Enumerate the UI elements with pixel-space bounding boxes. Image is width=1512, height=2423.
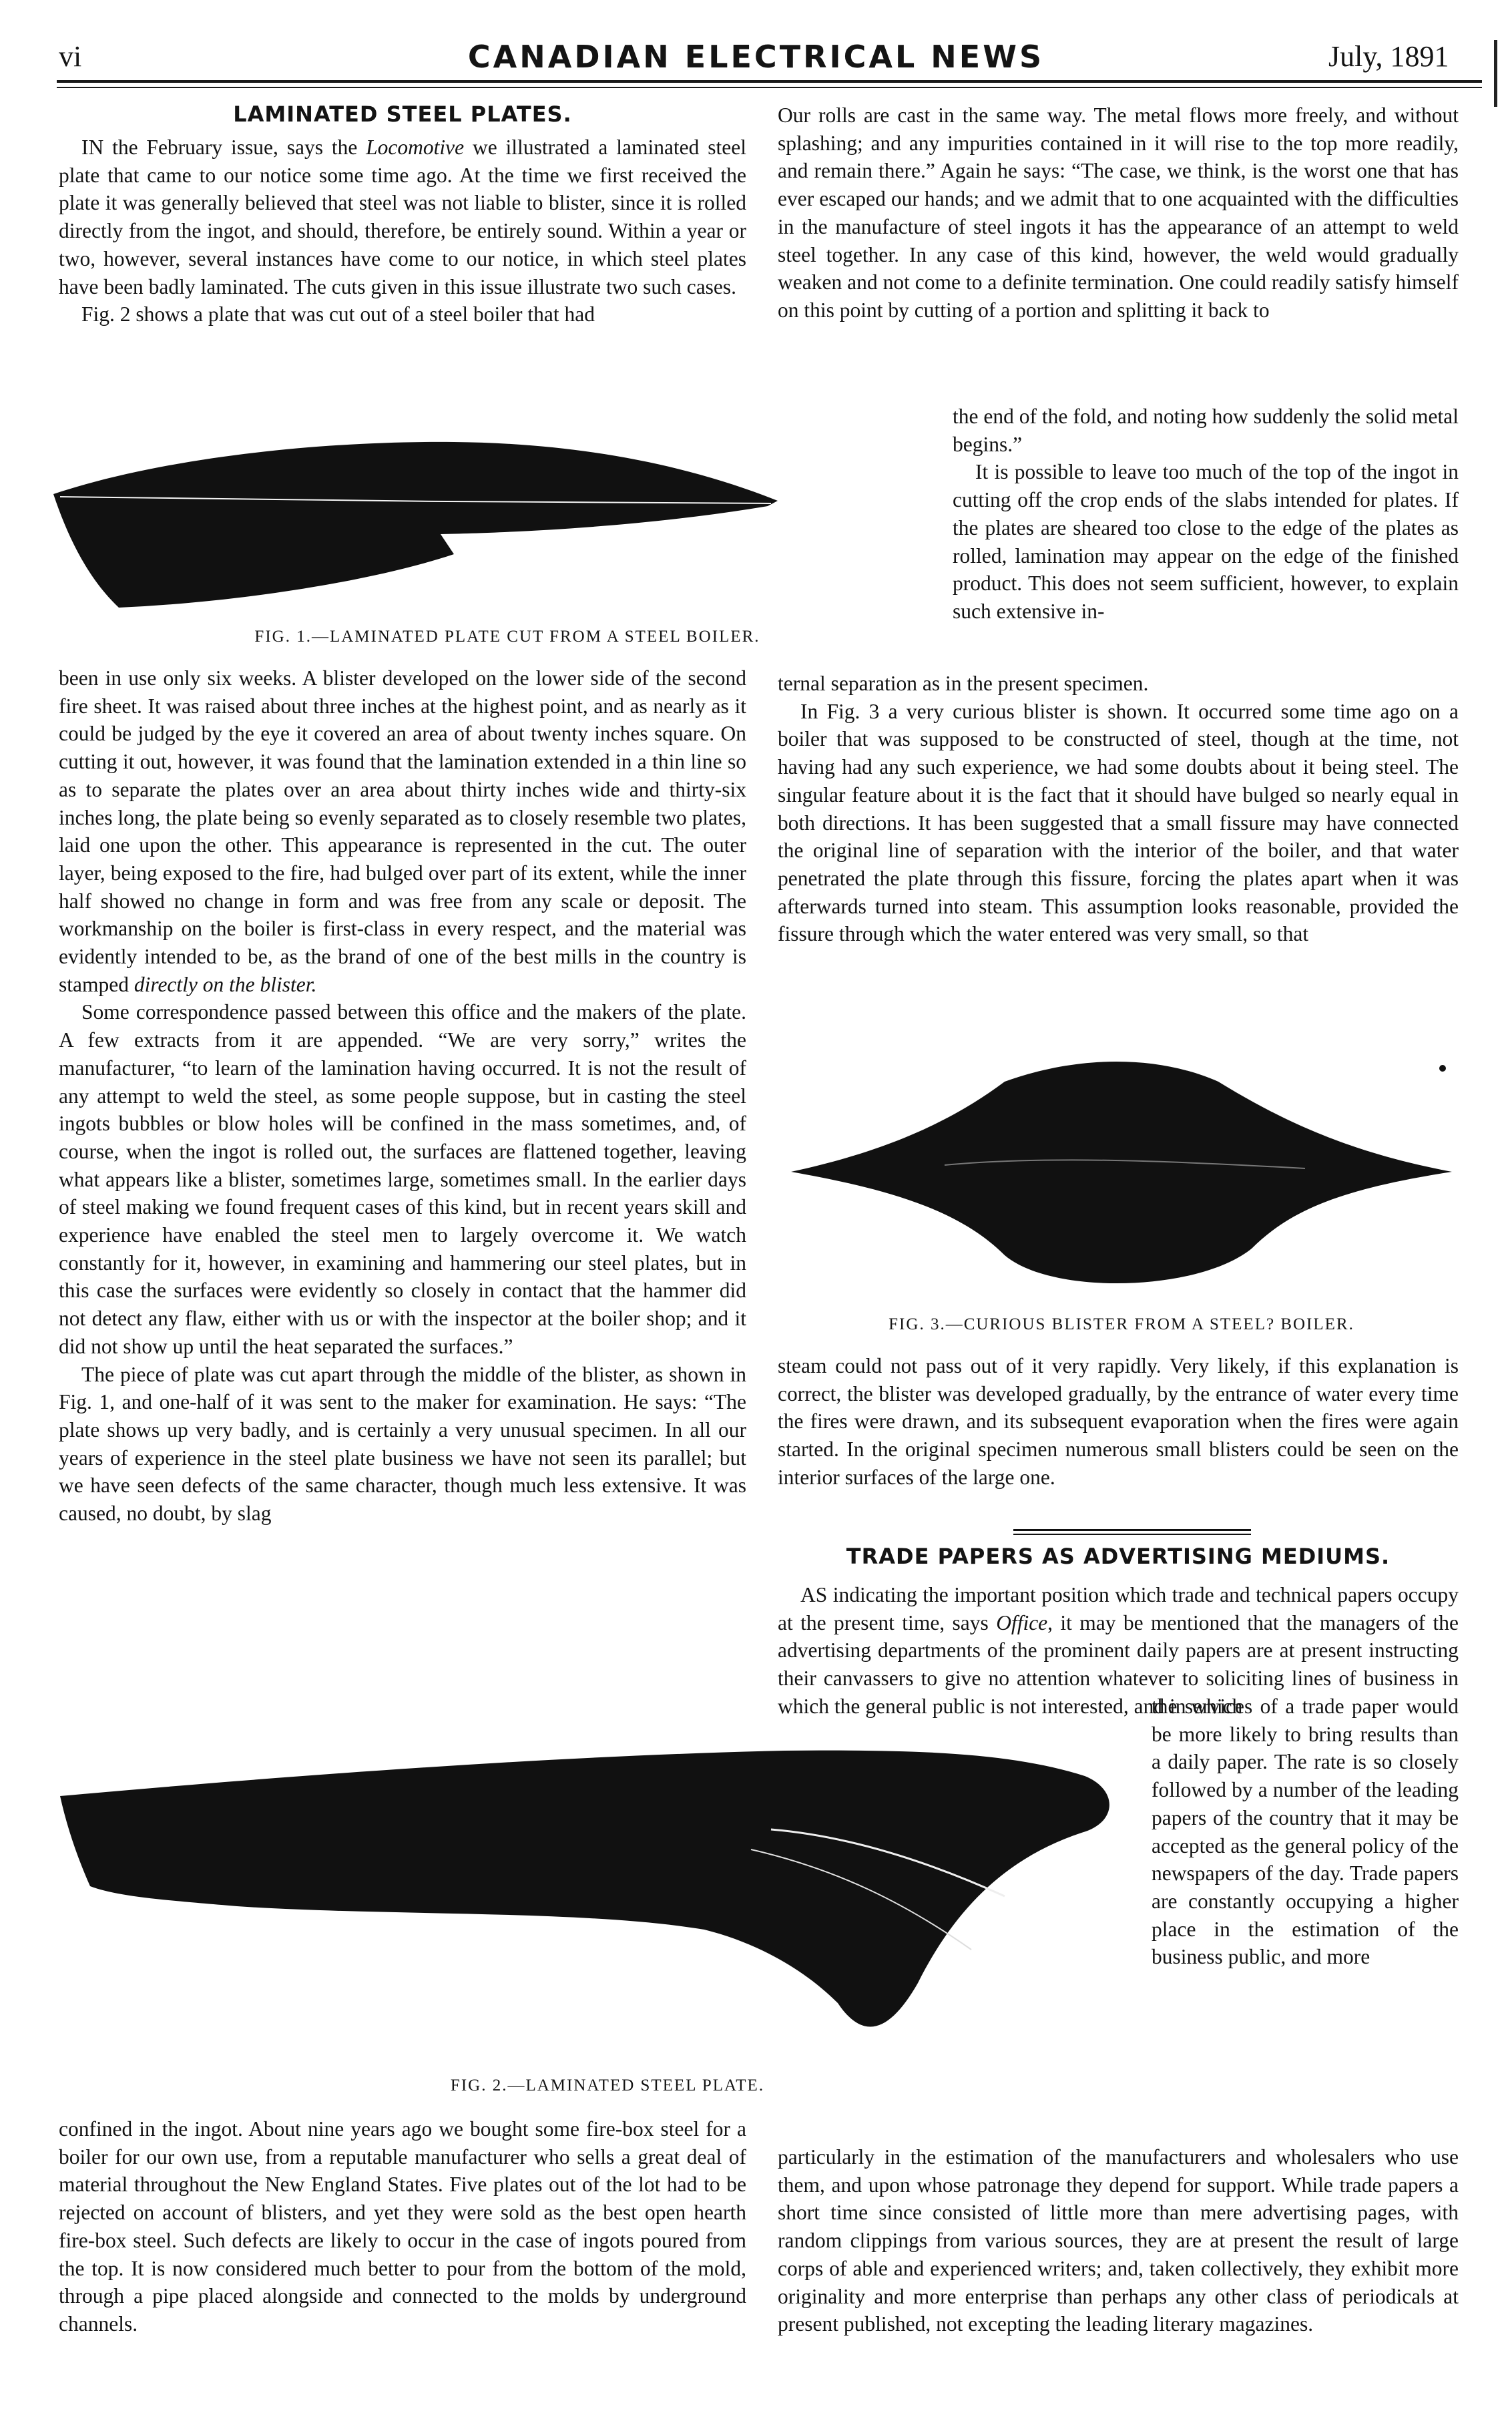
paragraph: the services of a trade paper would be more likely to bring results than a daily paper. The rate is so closely followed by a number of the leading papers of the country that it may be accepted as the general policy of the newspapers of the day. Trade papers are constantly occupying a higher place in the estimation of the business public, and more — [1152, 1695, 1459, 1969]
section-divider — [1013, 1529, 1251, 1531]
paragraph: steam could not pass out of it very rapidly. Very likely, if this explanation is correct, the blister was developed gradually, by the entrance of water every time the fires were drawn, and its subsequent evaporation when the fires were again started. In the original specimen numerous small blisters could be seen on the interior surfaces of the large one. — [778, 1354, 1459, 1489]
header-rule-thin — [57, 87, 1482, 88]
figure-3-caption: FIG. 3.—CURIOUS BLISTER FROM A STEEL? BOILER. — [889, 1315, 1354, 1333]
article-body-right-top — [778, 101, 1459, 324]
paragraph: Some correspondence passed between this office and the makers of the plate. A few extracts from it are appended. “We are very sorry,” writes the manufacturer, “to learn of the lamination having occurred. It is not the result of any attempt to weld the steel, as some people suppose, but in casting the steel ingots bubbles or blow holes will be confined in the mass sometimes, and, of course, when the ingot is rolled out, the surfaces are flattened together, leaving what appears like a blister, sometimes large, sometimes small. In the earlier days of steel making we found frequent cases of this kind, but in recent years skill and experience have enabled the steel men to largely overcome it. We watch constantly for it, however, in examining and hammering our steel plates, but in this case the surfaces were evidently so closely in contact that the hammer did not detect any flaw, either with us or with the inspector at the boiler shop; and it did not show up until the heat separated the surfaces.” — [59, 1000, 746, 1358]
figure-1-caption: FIG. 1.—LAMINATED PLATE CUT FROM A STEEL BOILER. — [254, 628, 760, 646]
article-2-text-end: , it may be mentioned that the managers of the advertising departments of the prominent daily papers are at present instructing their canvassers to give no attention whatever to soliciting lines of business in which the general public is not interested, and in which — [778, 1610, 1459, 1718]
article-title: LAMINATED STEEL PLATES. — [233, 101, 572, 127]
article-body-right-narrow — [953, 403, 1459, 626]
page-number: vi — [59, 40, 82, 73]
article-2-text-start: AS indicating the important position which trade and technical papers occupy at the present time, says — [778, 1583, 1459, 1634]
header-rule — [57, 80, 1482, 83]
article-2-title: TRADE PAPERS AS ADVERTISING MEDIUMS. — [846, 1544, 1391, 1569]
source-name: Locomotive — [366, 136, 465, 159]
figure-2-image — [50, 1729, 1158, 2063]
figure-1-image — [40, 427, 788, 614]
intro-text-end: we illustrated a laminated steel plate that came to our notice some time ago. At the time we first received the plate it was generally believed that steel was not liable to blister, since it is rolled directly from the ingot, and should, therefore, be entirely sound. Within a year or two, however, several instances have come to our notice, in which steel plates have been badly laminated. The cuts given in this issue illustrate two such cases. — [59, 136, 746, 298]
paragraph: Fig. 2 shows a plate that was cut out of a steel boiler that had — [81, 302, 595, 326]
article-2-narrow — [1152, 1693, 1459, 1971]
figure-3-image — [784, 1028, 1459, 1309]
article-body-right-end — [778, 1352, 1459, 1492]
article-body-bottom-left — [59, 2115, 746, 2338]
masthead: CANADIAN ELECTRICAL NEWS — [467, 39, 1045, 75]
paragraph: the end of the fold, and noting how suddenly the solid metal begins.” — [953, 405, 1459, 456]
intro-text-start: IN the February issue, says the — [81, 136, 366, 159]
article-body-right-mid — [778, 670, 1459, 948]
article-2-source: Office — [996, 1610, 1048, 1634]
figure-2-caption: FIG. 2.—LAMINATED STEEL PLATE. — [450, 2076, 765, 2095]
paragraph-text: been in use only six weeks. A blister developed on the lower side of the second fire sheet. It was raised about three inches at the highest point, and as nearly as it could be judged by the eye it covered an area of about twenty inches square. On cutting it out, however, it was found that the lamination extended in a thin line so as to separate the plates over an area about thirty inches wide and thirty-six inches long, the plate being so evenly separated as to closely resemble two plates, laid one upon the other. This appearance is represented in the cut. The outer layer, being exposed to the fire, had bulged over part of its extent, while the inner half showed no change in form and was free from any scale or deposit. The workmanship on the boiler is first-class in every respect, and the material was evidently intended to be, as the brand of one of the best mills in the country is stamped — [59, 666, 746, 996]
paragraph: Our rolls are cast in the same way. The metal flows more freely, and without splashing; and any impurities contained in it will rise to the top more readily, and remain there.” Again he says: “The case, we think, is the worst one that has ever escaped our hands; and we admit that to one acquainted with the difficulties in the manufacture of steel ingots it has the appearance of an attempt to weld steel together. In any case of this kind, however, the weld would gradually weaken and not come to a definite termination. One could readily satisfy himself on this point by cutting of a portion and splitting it back to — [778, 103, 1459, 322]
issue-date: July, 1891 — [1328, 40, 1449, 73]
article-body-left — [59, 664, 746, 1528]
paragraph: The piece of plate was cut apart through the middle of the blister, as shown in Fig. 1, and one-half of it was sent to the maker for examination. He says: “The plate shows up very badly, and is certainly a very unusual specimen. In all our years of experience in the steel plate business we have not seen its parallel; but we have seen defects of the same character, though much less extensive. It was caused, no doubt, by slag — [59, 1362, 746, 1526]
emphasis-text: directly on the blister. — [134, 972, 317, 996]
paragraph: It is possible to leave too much of the top of the ingot in cutting off the crop ends of the slabs intended for plates. If the plates are sheared too close to the edge of the plates as rolled, lamination may appear on the edge of the finished product. This does not seem sufficient, however, to explain such extensive in- — [953, 460, 1459, 623]
paragraph: confined in the ingot. About nine years ago we bought some fire-box steel for a boiler for our own use, from a reputable manufacturer who sells a great deal of material throughout the New England States. Five plates out of the lot had to be rejected on account of blisters, and yet they were sold as the best open hearth fire-box steel. Such defects are likely to occur in the case of ingots poured from the top. It is now considered much better to pour from the bottom of the mold, through a pipe placed alongside and connected to the molds by underground channels. — [59, 2117, 746, 2336]
edge-mark — [1494, 40, 1497, 107]
article-intro — [59, 134, 746, 328]
paragraph: particularly in the estimation of the manufacturers and wholesalers who use them, and upon whose patronage they depend for support. While trade papers a short time since consisted of little more than mere advertising pages, with random clippings from various sources, they are at present the result of large corps of able and experienced writers; and, taken collectively, they exhibit more originality and more enterprise than perhaps any other class of periodicals at present published, not excepting the leading literary magazines. — [778, 2145, 1459, 2336]
article-2-body-end — [778, 2143, 1459, 2338]
paragraph: ternal separation as in the present specimen. — [778, 672, 1149, 695]
paragraph: In Fig. 3 a very curious blister is shown. It occurred some time ago on a boiler that was supposed to be constructed of steel, though at the time, not having had any such experience, we had some doubts about it being steel. The singular feature about it is the fact that it should have bulged so nearly equal in both directions. It has been suggested that a small fissure may have connected the original line of separation with the interior of the boiler, and that water penetrated the plate through this fissure, forcing the plates apart when it was afterwards turned into steam. This assumption looks reasonable, provided the fissure through which the water entered was very small, so that — [778, 699, 1459, 946]
section-divider-thin — [1013, 1534, 1251, 1535]
